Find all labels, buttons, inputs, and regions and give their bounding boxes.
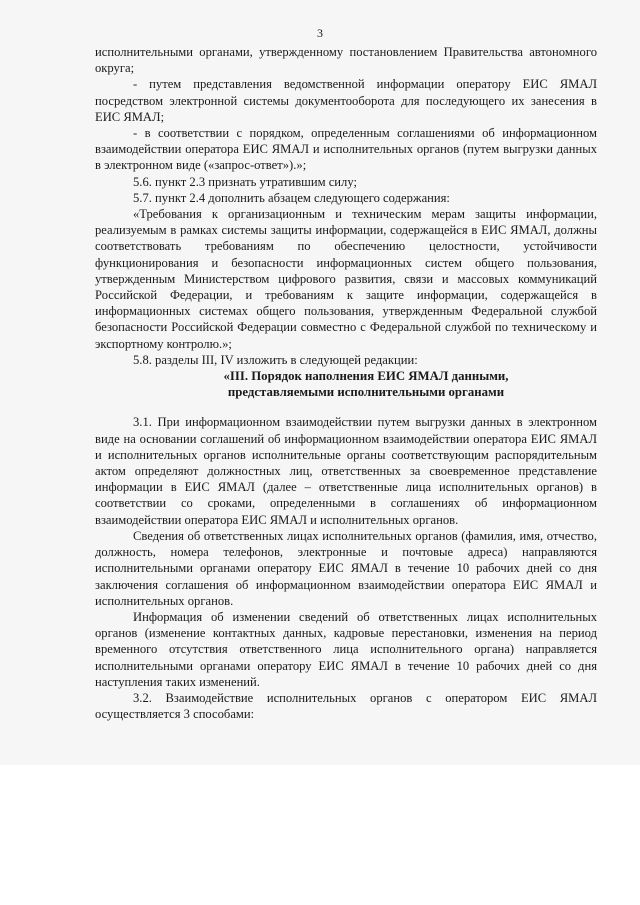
paragraph: 3.2. Взаимодействие исполнительных органов с оператором ЕИС ЯМАЛ осуществляется 3 способами: [95, 690, 597, 722]
section-heading-line: представляемыми исполнительными органами [227, 385, 505, 400]
document-body [95, 44, 597, 722]
paragraph: 5.7. пункт 2.4 дополнить абзацем следующего содержания: [133, 190, 450, 205]
paragraph: - путем представления ведомственной информации оператору ЕИС ЯМАЛ посредством электронной системы документооборота для последующего их занесения в ЕИС ЯМАЛ; [95, 77, 597, 124]
blank-area [0, 765, 640, 905]
paragraph: - в соответствии с порядком, определенным соглашениями об информационном взаимодействии оператора ЕИС ЯМАЛ и исполнительных органов (путем выгрузки данных в электронном виде («запрос-ответ»).»; [95, 126, 597, 173]
paragraph: Сведения об ответственных лицах исполнительных органов (фамилия, имя, отчество, должность, номера телефонов, электронные и почтовые адреса) направляются исполнительными органами оператору ЕИС ЯМАЛ в течение 10 рабочих дней со дня заключения соглашения об информационном взаимодействии оператора ЕИС ЯМАЛ и исполнительных органов. [95, 528, 597, 608]
paragraph: 5.8. разделы III, IV изложить в следующей редакции: [133, 352, 418, 367]
paragraph: Информация об изменении сведений об ответственных лицах исполнительных органов (изменение контактных данных, кадровые перестановки, изменения на период временного отсутствия ответственного лица исполнительного органа) направляется исполнительными органами оператору ЕИС ЯМАЛ в течение 10 рабочих дней со дня наступления таких изменений. [95, 609, 597, 689]
paragraph: 5.6. пункт 2.3 признать утратившим силу; [133, 174, 357, 189]
page-number: 3 [317, 26, 323, 40]
paragraph: 3.1. При информационном взаимодействии путем выгрузки данных в электронном виде на основании соглашений об информационном взаимодействии оператора ЕИС ЯМАЛ и исполнительных органов исполнительные органы соответствующим распорядительным актом определяют должностных лиц, ответственных за своевременное представление информации в ЕИС ЯМАЛ (далее – ответственные лица исполнительных органов) в соответствии со сроками, определенными в соглашениях об информационном взаимодействии оператора ЕИС ЯМАЛ и исполнительных органов. [95, 415, 597, 527]
paragraph: исполнительными органами, утвержденному постановлением Правительства автономного округа; [95, 45, 597, 76]
section-heading-line: «III. Порядок наполнения ЕИС ЯМАЛ данными, [223, 369, 509, 384]
paragraph: «Требования к организационным и техническим мерам защиты информации, реализуемым в рамках системы защиты информации, содержащейся в ЕИС ЯМАЛ, должны соответствовать требованиям по обеспечению целостности, устойчивости функционирования и безопасности информационных систем общего пользования, утвержденным Министерством цифрового развития, связи и массовых коммуникаций Российской Федерации, и требованиям к защите информации, содержащейся в информационных системах общего пользования, утвержденным Федеральной службой безопасности Российской Федерации совместно с Федеральной службой по техническому и экспортному контролю.»; [95, 207, 597, 351]
